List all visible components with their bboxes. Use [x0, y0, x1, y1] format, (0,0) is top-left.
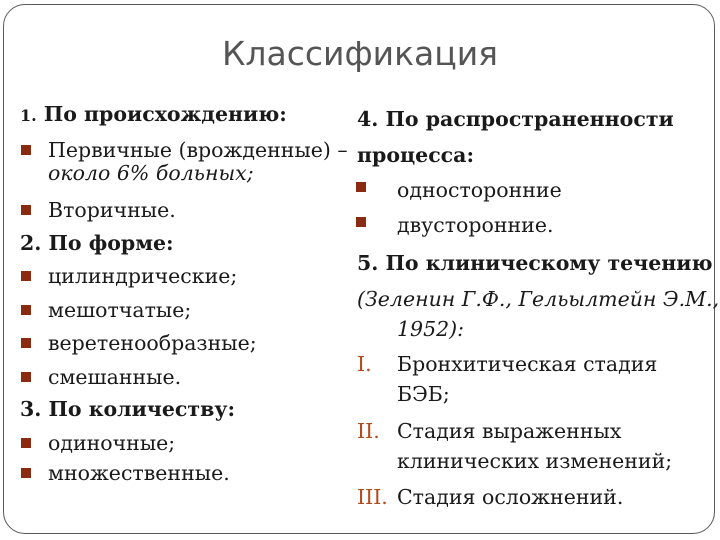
section-origin-number: 1.: [20, 106, 37, 125]
stage-text-cont: БЭБ;: [397, 382, 450, 406]
item-form-cylindrical: цилиндрические;: [48, 264, 238, 288]
bullet-icon: [21, 438, 31, 448]
item-form-mixed: смешанные.: [48, 365, 182, 389]
bullet-icon: [356, 217, 366, 227]
section-spread-heading: 4. По распространенности: [357, 107, 674, 131]
section-course-heading: 5. По клиническому течению: [357, 251, 713, 275]
section-course-source: (Зеленин Г.Ф., Гельылтейн Э.М.,: [357, 287, 720, 311]
section-course-source-year: 1952):: [397, 317, 465, 341]
section-form-heading: 2. По форме:: [20, 231, 174, 255]
bullet-icon: [21, 338, 31, 348]
stage-text: Стадия выраженных: [397, 419, 622, 443]
section-origin-title: По происхождению:: [43, 102, 287, 126]
stage-text: Бронхитическая стадия: [397, 352, 658, 376]
item-count-multiple: множественные.: [48, 461, 230, 485]
item-unilateral: односторонние: [397, 178, 562, 202]
section-count-heading: 3. По количеству:: [20, 397, 236, 421]
stage-number: I.: [357, 352, 372, 376]
section-origin-heading: [20, 101, 287, 129]
bullet-icon: [21, 305, 31, 315]
slide-title: Классификация: [221, 34, 499, 73]
bullet-icon: [21, 372, 31, 382]
item-form-fusiform: веретенообразные;: [48, 331, 257, 355]
item-form-saccular: мешотчатые;: [48, 298, 192, 322]
stage-text-cont: клинических изменений;: [397, 449, 673, 473]
bullet-icon: [21, 205, 31, 215]
stage-text: Стадия осложнений.: [397, 485, 624, 509]
bullet-icon: [21, 468, 31, 478]
item-primary-continuation: около 6% больных;: [48, 161, 254, 185]
section-spread-heading-cont: процесса:: [357, 143, 475, 167]
bullet-icon: [21, 145, 31, 155]
item-secondary: Вторичные.: [48, 198, 176, 222]
bullet-icon: [21, 271, 31, 281]
item-primary: Первичные (врожденные) –: [48, 138, 348, 162]
item-bilateral: двусторонние.: [397, 213, 554, 237]
stage-number: III.: [357, 485, 388, 509]
bullet-icon: [356, 182, 366, 192]
item-count-single: одиночные;: [48, 431, 176, 455]
stage-number: II.: [357, 419, 380, 443]
